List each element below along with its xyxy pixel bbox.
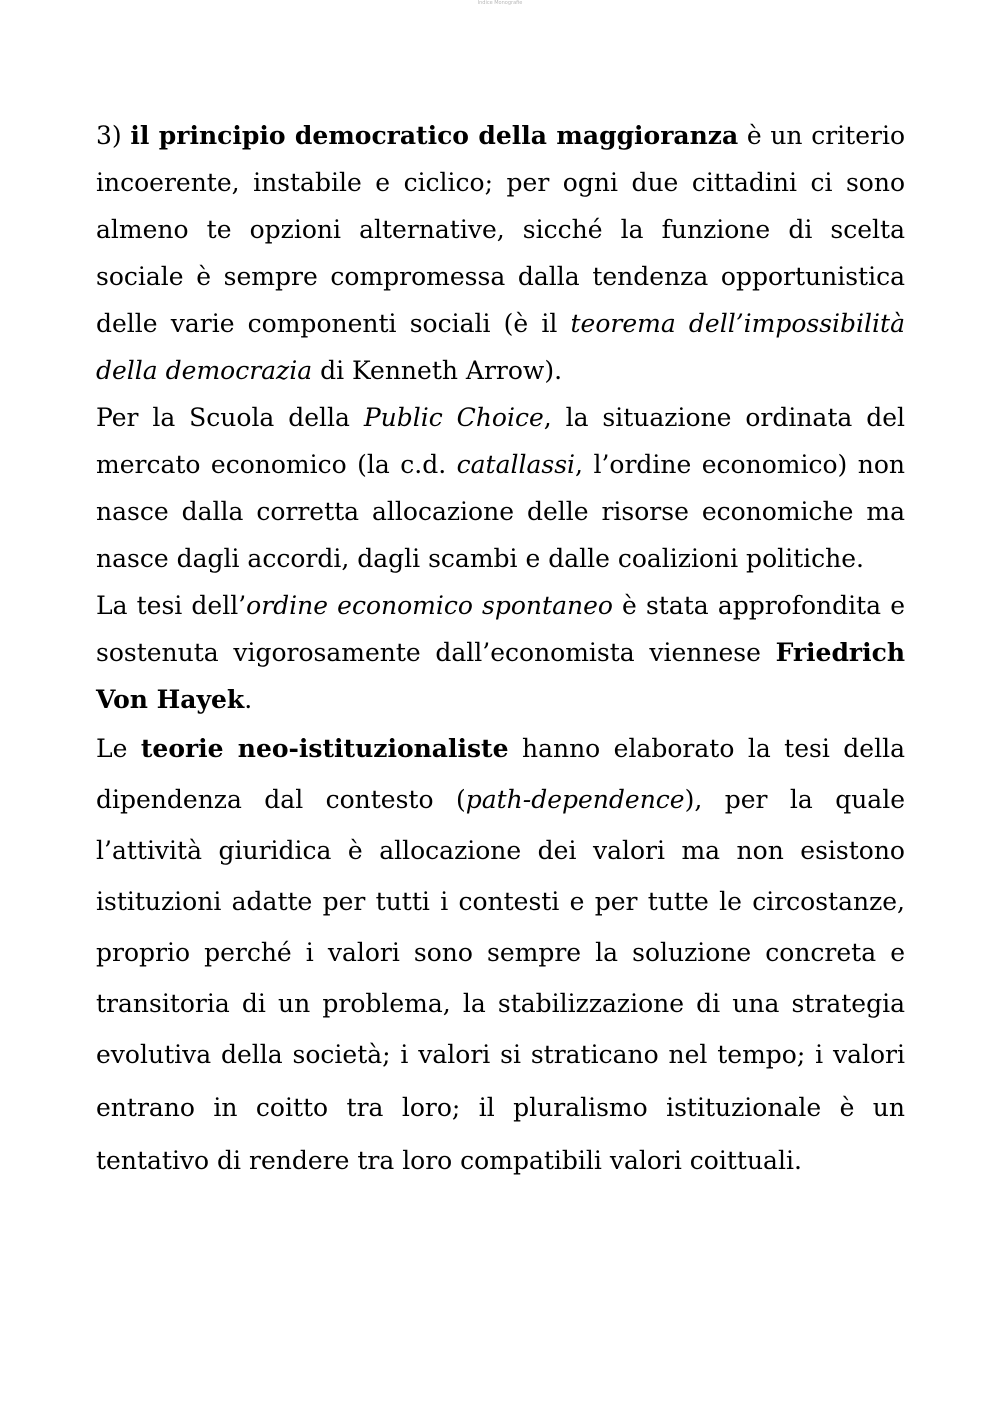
paragraph-text: , la situazione ordinata del mercato economico (la c.d. xyxy=(96,403,905,479)
italic-term-catallassi: catallassi xyxy=(456,450,576,479)
paragraph-text: è un criterio incoerente, instabile e ciclico; per ogni due cittadini ci sono almeno te opzioni alternative, sicché la funzione di scelta sociale è sempre compromessa dalla tendenza opportunistica delle varie componenti sociali (è il xyxy=(96,121,906,338)
page-header-mark: Indice Monografie xyxy=(477,0,523,6)
paragraph-text: . xyxy=(244,685,253,714)
paragraph-majority-principle xyxy=(96,112,905,394)
paragraph-hayek xyxy=(96,582,905,723)
paragraph-neo-institutionalist xyxy=(96,723,905,1188)
paragraph-text: La tesi dell’ xyxy=(96,591,247,620)
paragraph-text: , l’ordine economico) non nasce dalla corretta allocazione delle risorse economiche ma nasce dagli accordi, dagli scambi e dalle coalizioni politiche. xyxy=(96,450,905,573)
italic-term-public-choice: Public Choice xyxy=(363,403,544,432)
italic-term-arrow-theorem: teorema dell’impossibilità della democrazia xyxy=(96,309,905,385)
bold-term-majority-principle: il principio democratico della maggioranza xyxy=(130,121,739,150)
paragraph-text: è stata approfondita e sostenuta vigorosamente dall’economista viennese xyxy=(96,591,905,667)
paragraph-text: cano nel tempo; i valori entrano in co xyxy=(96,1040,905,1122)
paragraph-text: hanno elaborato la tesi della dipendenza dal contesto ( xyxy=(96,734,905,814)
paragraph-text: Le xyxy=(96,734,141,763)
paragraph-text: ), per la quale l’attività giuridica è allocazione dei valori ma non esistono istituzioni adatte per tutti i contesti e per tutte le circostanze, proprio perché i valori sono sempre la soluzione concreta e transitoria di un problema, la stabilizzazione di una strategia evolutiva della società; i valori si strati xyxy=(96,785,905,1069)
paragraph-public-choice xyxy=(96,394,905,582)
list-number: 3) xyxy=(96,121,122,150)
italic-term-path-dependence: path-dependence xyxy=(465,785,685,814)
page-body xyxy=(96,112,905,1188)
paragraph-text: itto tra loro; il pluralismo istituzionale è un tentativo di rendere tra loro compatibili valori co xyxy=(96,1093,905,1175)
bold-name-hayek: Friedrich Von Hayek xyxy=(96,638,905,714)
paragraph-text: di Kenneth Arrow). xyxy=(312,356,563,385)
paragraph-text: Per la Scuola della xyxy=(96,403,364,432)
bold-term-neo-institutionalist: teorie neo-istituzionaliste xyxy=(140,734,509,763)
paragraph-text: ittuali. xyxy=(718,1146,802,1175)
italic-term-spontaneous-order: ordine economico spontaneo xyxy=(246,591,613,620)
